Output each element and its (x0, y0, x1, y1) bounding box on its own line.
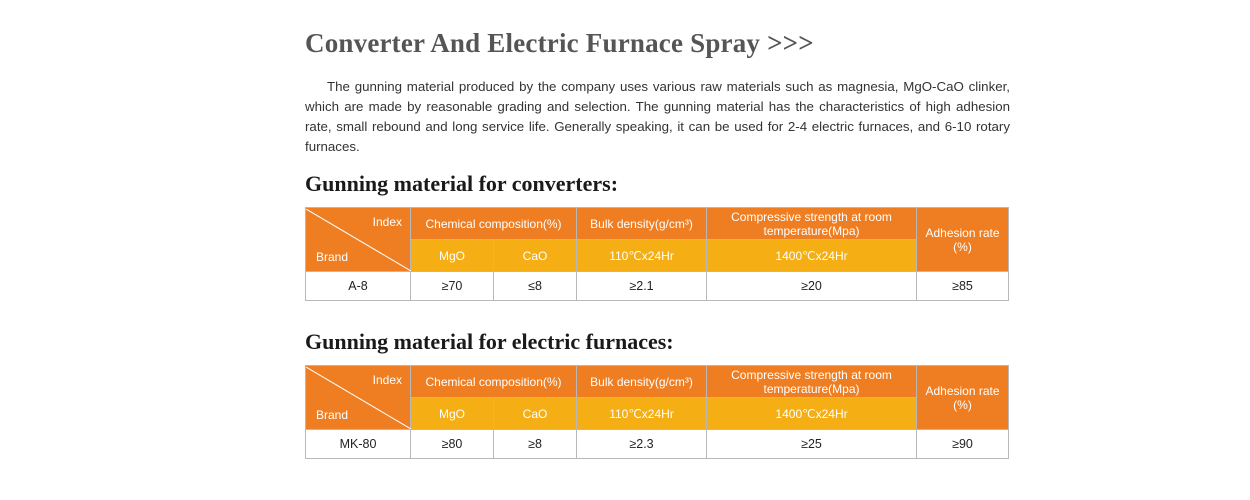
table-row (306, 272, 1009, 301)
section-heading-electric-furnaces: Gunning material for electric furnaces: (305, 329, 674, 354)
corner-index-brand-cell (306, 366, 411, 430)
header-adhesion-line1: Adhesion rate (925, 383, 1000, 398)
cell-bulk-density: ≥2.3 (577, 430, 707, 459)
header-chemical-composition: Chemical composition(%) (411, 208, 577, 240)
table-header-row-1 (306, 208, 1009, 240)
header-mgo: MgO (411, 240, 494, 272)
header-bulk-density: Bulk density(g/cm³) (577, 208, 707, 240)
cell-compressive-strength: ≥20 (707, 272, 917, 301)
header-strength-condition: 1400℃x24Hr (707, 398, 917, 430)
header-density-condition: 110℃x24Hr (577, 398, 707, 430)
cell-compressive-strength: ≥25 (707, 430, 917, 459)
header-adhesion-line2: (%) (953, 239, 972, 254)
cell-adhesion-rate: ≥85 (917, 272, 1009, 301)
header-cao: CaO (494, 240, 577, 272)
cell-cao: ≥8 (494, 430, 577, 459)
cell-brand: A-8 (306, 272, 411, 301)
electric-furnace-spec-table (305, 365, 1009, 459)
header-cao: CaO (494, 398, 577, 430)
content-column (305, 28, 1010, 463)
cell-adhesion-rate: ≥90 (917, 430, 1009, 459)
cell-bulk-density: ≥2.1 (577, 272, 707, 301)
header-density-condition: 110℃x24Hr (577, 240, 707, 272)
cell-brand: MK-80 (306, 430, 411, 459)
table-header-row-1 (306, 366, 1009, 398)
header-bulk-density: Bulk density(g/cm³) (577, 366, 707, 398)
page-title: Converter And Electric Furnace Spray >>> (305, 28, 814, 58)
converter-spec-table (305, 207, 1009, 301)
cell-cao: ≤8 (494, 272, 577, 301)
corner-index-label: Index (372, 214, 402, 229)
header-adhesion-line2: (%) (953, 397, 972, 412)
header-compressive-line2: temperature(Mpa) (763, 381, 860, 396)
corner-brand-label: Brand (316, 407, 349, 422)
header-adhesion-rate (917, 208, 1009, 272)
intro-paragraph: The gunning material produced by the company uses various raw materials such as magnesia, MgO-CaO clinker, which are made by reasonable grading and selection. The gunning material has the characteristics of high adhesion rate, small rebound and long service life. Generally speaking, it can be used for 2-4 electric furnaces, and 6-10 rotary furnaces. (305, 79, 1010, 154)
cell-mgo: ≥80 (411, 430, 494, 459)
header-mgo: MgO (411, 398, 494, 430)
header-compressive-line1: Compressive strength at room (731, 209, 892, 224)
table-row (306, 430, 1009, 459)
header-compressive-strength (707, 208, 917, 240)
header-chemical-composition: Chemical composition(%) (411, 366, 577, 398)
header-compressive-line2: temperature(Mpa) (763, 223, 860, 238)
corner-index-brand-cell (306, 208, 411, 272)
section-heading-converters: Gunning material for converters: (305, 171, 619, 196)
cell-mgo: ≥70 (411, 272, 494, 301)
header-compressive-line1: Compressive strength at room (731, 367, 892, 382)
corner-index-label: Index (372, 372, 402, 387)
header-compressive-strength (707, 366, 917, 398)
corner-brand-label: Brand (316, 249, 349, 264)
header-strength-condition: 1400℃x24Hr (707, 240, 917, 272)
header-adhesion-rate (917, 366, 1009, 430)
header-adhesion-line1: Adhesion rate (925, 225, 1000, 240)
